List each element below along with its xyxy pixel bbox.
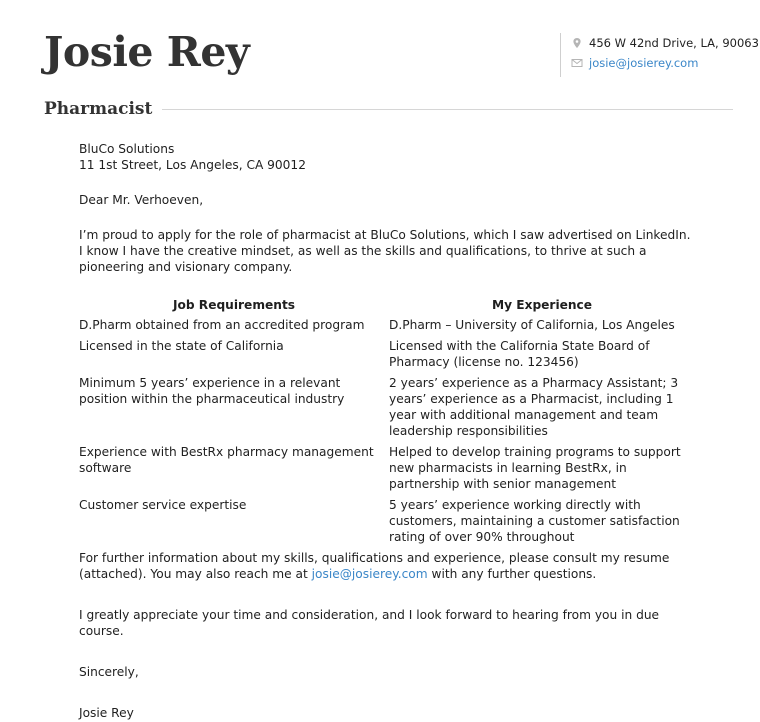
email-link[interactable]: josie@josierey.com	[589, 56, 699, 70]
requirement-cell: Experience with BestRx pharmacy management software	[79, 445, 374, 475]
table-row	[79, 497, 695, 550]
applicant-name: Josie Rey	[44, 28, 250, 76]
location-pin-icon	[571, 37, 583, 49]
experience-cell: D.Pharm – University of California, Los Angeles	[389, 318, 675, 332]
requirement-cell: Customer service expertise	[79, 498, 247, 512]
heading-divider	[162, 109, 733, 110]
requirement-cell: Minimum 5 years’ experience in a relevant position within the pharmaceutical industry	[79, 376, 345, 406]
role-heading-row	[44, 99, 733, 119]
address-row	[571, 33, 759, 53]
closing: Sincerely,	[79, 665, 139, 679]
requirements-table	[79, 297, 695, 550]
header-my-experience: My Experience	[491, 298, 593, 312]
recipient-company: BluCo Solutions	[79, 142, 175, 156]
letter-body	[79, 141, 695, 721]
experience-cell: 5 years’ experience working directly with customers, maintaining a customer satisfaction rating of over 90% throughout	[389, 498, 680, 544]
email-row[interactable]	[571, 53, 759, 73]
requirement-cell: Licensed in the state of California	[79, 339, 284, 353]
requirement-cell: D.Pharm obtained from an accredited program	[79, 318, 365, 332]
envelope-icon	[571, 57, 583, 69]
inline-email-link[interactable]: josie@josierey.com	[311, 567, 428, 581]
signature: Josie Rey	[79, 706, 134, 720]
experience-cell: Helped to develop training programs to support new pharmacists in learning BestRx, in partnership with senior management	[389, 445, 681, 491]
contact-block	[560, 33, 759, 77]
table-row	[79, 375, 695, 444]
header-job-requirements: Job Requirements	[172, 298, 296, 312]
table-row	[79, 444, 695, 497]
experience-cell: Licensed with the California State Board of Pharmacy (license no. 123456)	[389, 339, 650, 369]
job-title: Pharmacist	[44, 99, 153, 119]
table-row	[79, 317, 695, 338]
table-row	[79, 338, 695, 375]
address-text: 456 W 42nd Drive, LA, 90063	[589, 36, 759, 50]
further-info-text: For further information about my skills, qualifications and experience, please consult my resume (attached). You may also reach me at	[79, 551, 670, 581]
salutation: Dear Mr. Verhoeven,	[79, 193, 204, 207]
experience-cell: 2 years’ experience as a Pharmacy Assistant; 3 years’ experience as a Pharmacist, including 1 year with additional management and team leadership responsibilities	[389, 376, 679, 438]
table-header-row	[79, 297, 695, 317]
further-info-tail: with any further questions.	[427, 567, 597, 581]
appreciation-paragraph: I greatly appreciate your time and consideration, and I look forward to hearing from you in due course.	[79, 608, 660, 638]
recipient-address: 11 1st Street, Los Angeles, CA 90012	[79, 158, 306, 172]
further-info-paragraph	[79, 550, 695, 582]
intro-paragraph: I’m proud to apply for the role of pharmacist at BluCo Solutions, which I saw advertised on LinkedIn. I know I have the creative mindset, as well as the skills and qualifications, to thrive at such a pioneering and visionary company.	[79, 228, 691, 274]
